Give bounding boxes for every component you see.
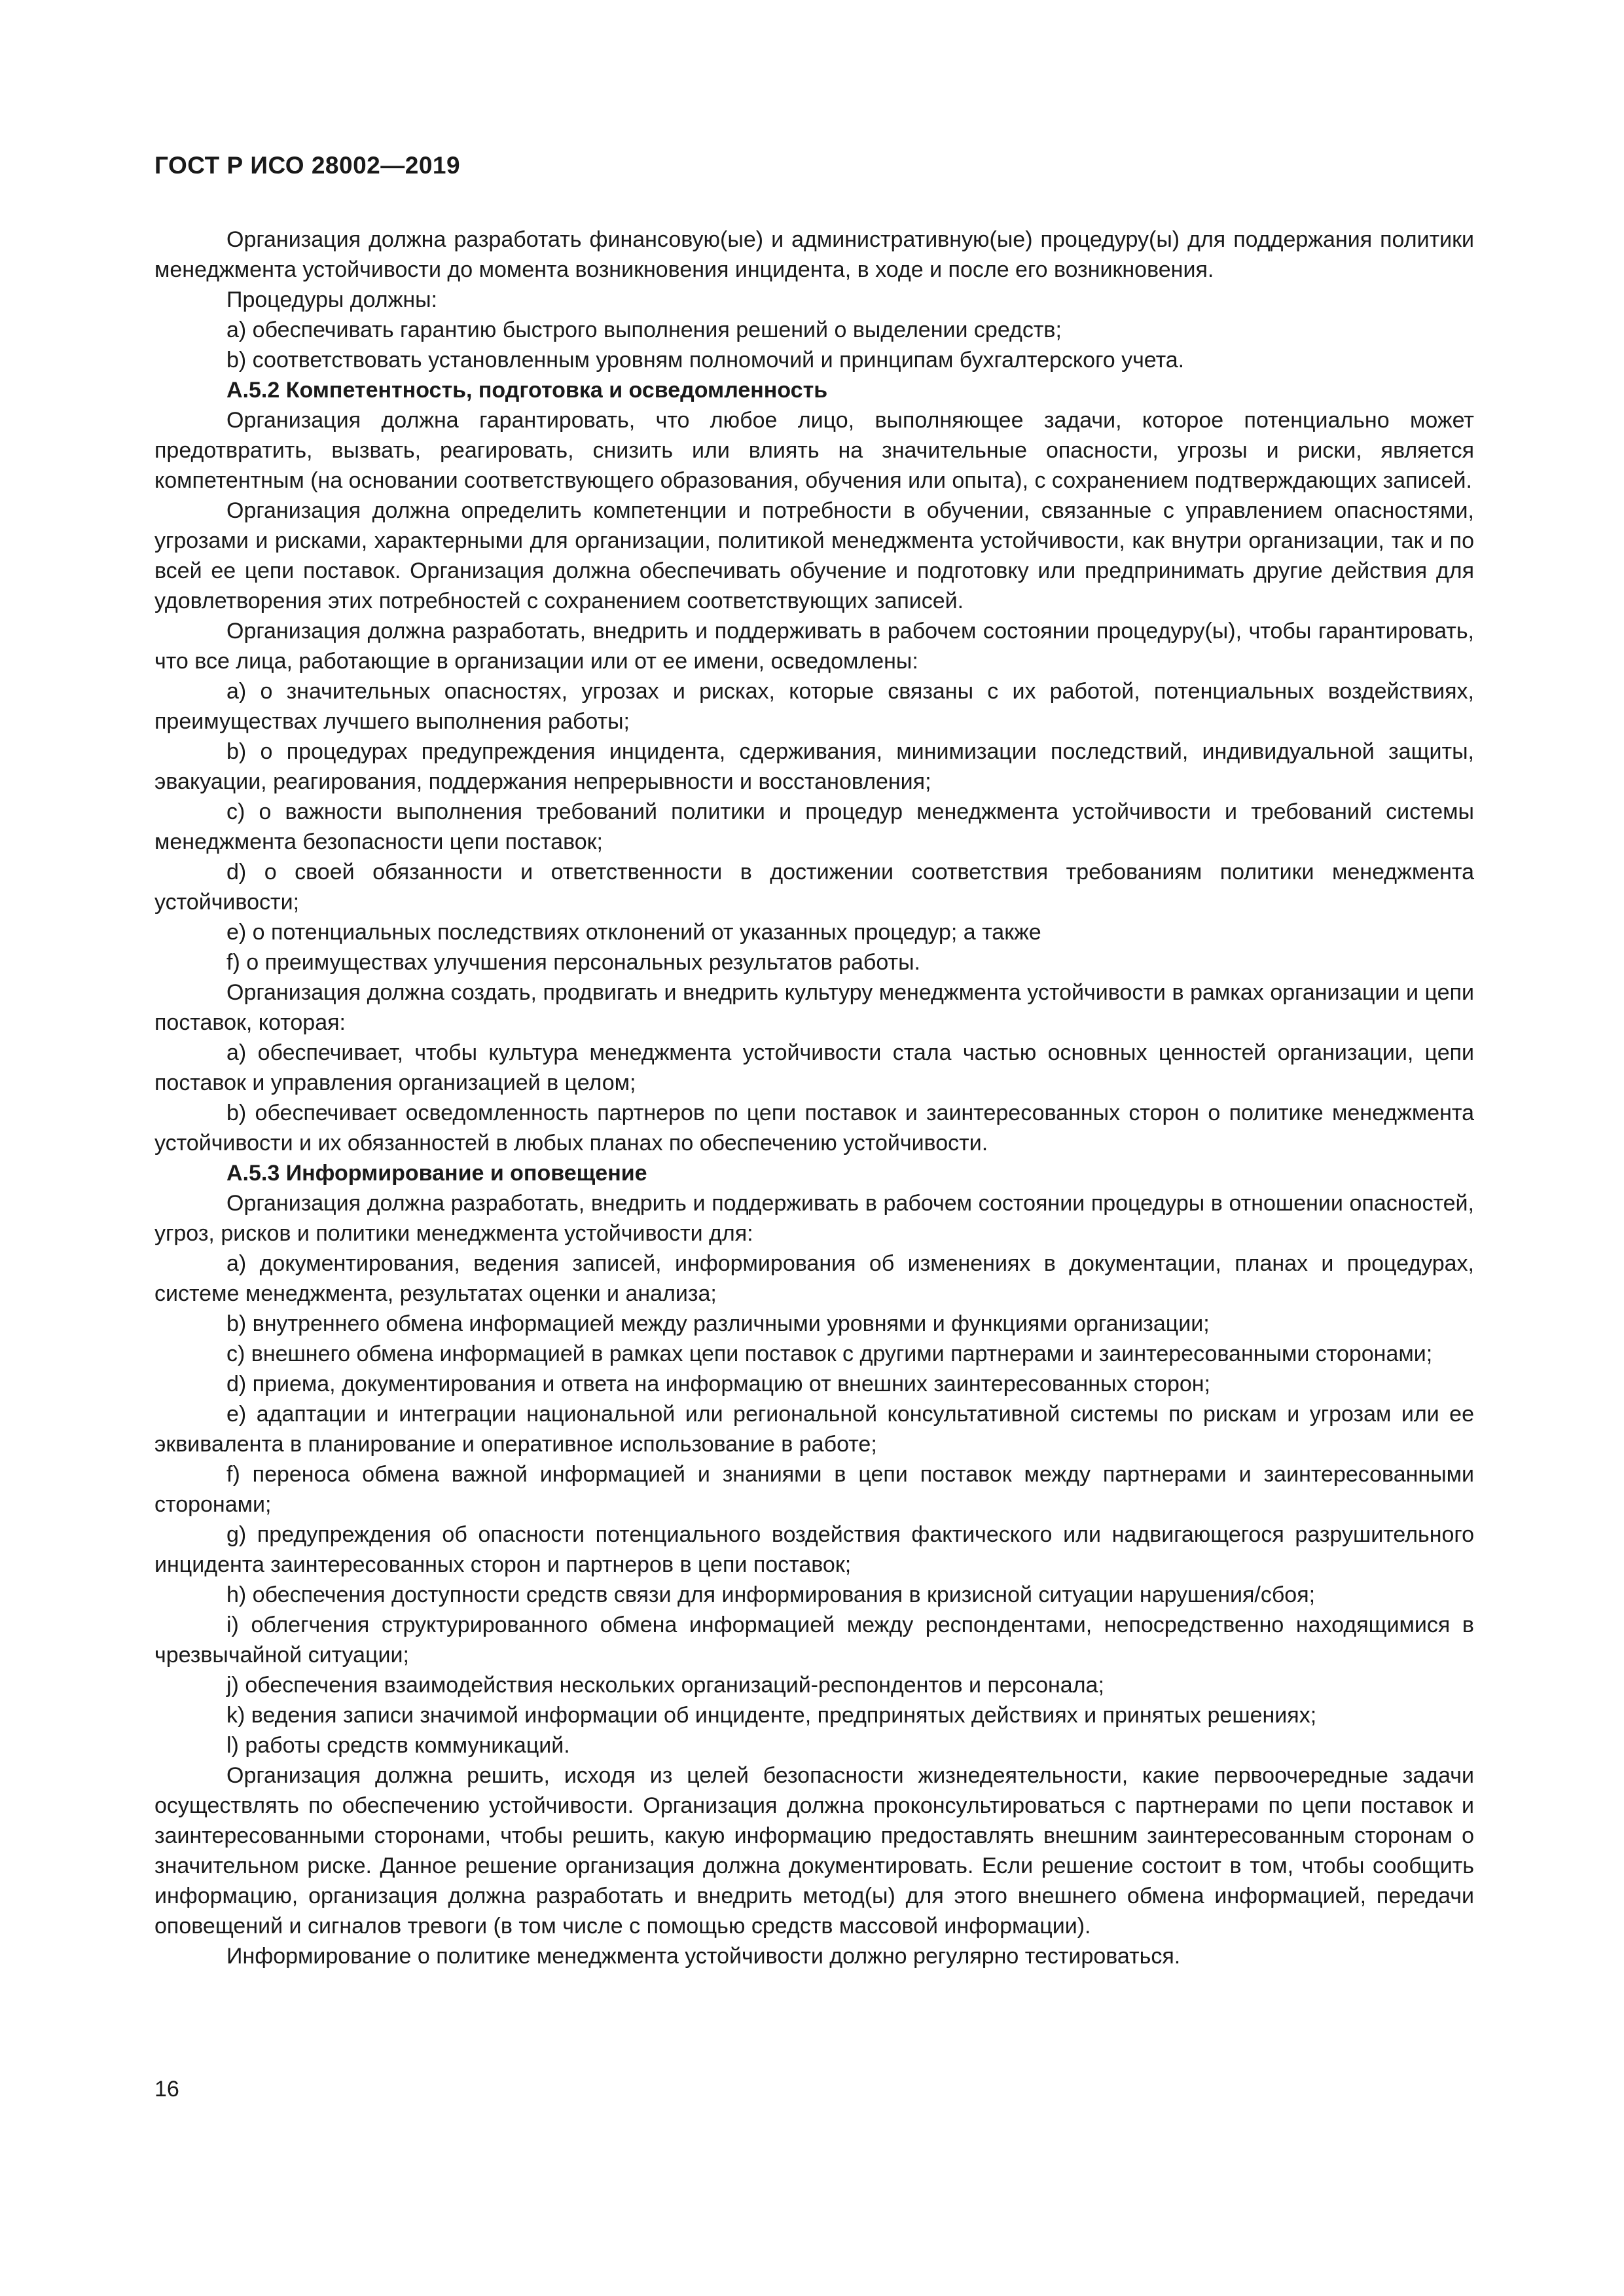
paragraph: Процедуры должны: [226, 287, 438, 312]
paragraph: Организация должна создать, продвигать и внедрить культуру менеджмента устойчивости в рамках организации и цепи поставок, которая: [154, 980, 1474, 1035]
list-item: l) работы средств коммуникаций. [226, 1733, 570, 1758]
paragraph: Организация должна определить компетенции и потребности в обучении, связанные с управлением опасностями, угрозами и рисками, характерными для организации, политикой менеджмента устойчивости, как внутри организации, так и по всей ее цепи поставок. Организация должна обеспечивать обучение и подготовку или предпринимать другие действия для удовлетворения этих потребностей с сохранением соответствующих записей. [154, 498, 1474, 613]
list-item: a) обеспечивать гарантию быстрого выполнения решений о выделении средств; [226, 318, 1062, 342]
list-item: b) соответствовать установленным уровням полномочий и принципам бухгалтерского учета. [226, 348, 1185, 373]
list-item: j) обеспечения взаимодействия нескольких организаций-респондентов и персонала; [226, 1673, 1104, 1698]
section-heading: А.5.2 Компетентность, подготовка и осведомленность [226, 378, 828, 403]
document-body [154, 225, 1474, 1971]
list-item: g) предупреждения об опасности потенциального воздействия фактического или надвигающегося разрушительного инцидента заинтересованных сторон и партнеров в цепи поставок; [154, 1522, 1474, 1577]
list-item: f) о преимуществах улучшения персональных результатов работы. [226, 950, 920, 975]
paragraph: Организация должна разработать финансовую(ые) и административную(ые) процедуру(ы) для поддержания политики менеджмента устойчивости до момента возникновения инцидента, в ходе и после его возникновения. [154, 227, 1474, 282]
list-item: a) о значительных опасностях, угрозах и рисках, которые связаны с их работой, потенциальных воздействиях, преимуществах лучшего выполнения работы; [154, 679, 1474, 734]
list-item: c) о важности выполнения требований политики и процедур менеджмента устойчивости и требований системы менеджмента безопасности цепи поставок; [154, 799, 1474, 854]
list-item: a) документирования, ведения записей, информирования об изменениях в документации, планах и процедурах, системе менеджмента, результатах оценки и анализа; [154, 1251, 1474, 1306]
paragraph: Организация должна решить, исходя из целей безопасности жизнедеятельности, какие первоочередные задачи осуществлять по обеспечению устойчивости. Организация должна проконсультироваться с партнерами по цепи поставок и заинтересованными сторонами, чтобы решить, какую информацию предоставлять внешним заинтересованным сторонам о значительном риске. Данное решение организация должна документировать. Если решение состоит в том, чтобы сообщить информацию, организация должна разработать и внедрить метод(ы) для этого внешнего обмена информацией, передачи оповещений и сигналов тревоги (в том числе с помощью средств массовой информации). [154, 1763, 1474, 1939]
list-item: b) обеспечивает осведомленность партнеров по цепи поставок и заинтересованных сторон о политике менеджмента устойчивости и их обязанностей в любых планах по обеспечению устойчивости. [154, 1101, 1474, 1156]
list-item: d) о своей обязанности и ответственности в достижении соответствия требованиям политики менеджмента устойчивости; [154, 860, 1474, 915]
paragraph: Организация должна разработать, внедрить и поддерживать в рабочем состоянии процедуру(ы), чтобы гарантировать, что все лица, работающие в организации или от ее имени, осведомлены: [154, 619, 1474, 674]
list-item: h) обеспечения доступности средств связи для информирования в кризисной ситуации нарушения/сбоя; [226, 1582, 1316, 1607]
list-item: e) о потенциальных последствиях отклонений от указанных процедур; а также [226, 920, 1041, 945]
list-item: a) обеспечивает, чтобы культура менеджмента устойчивости стала частью основных ценностей организации, цепи поставок и управления организацией в целом; [154, 1040, 1474, 1095]
list-item: d) приема, документирования и ответа на информацию от внешних заинтересованных сторон; [226, 1372, 1210, 1396]
list-item: b) внутреннего обмена информацией между различными уровнями и функциями организации; [226, 1311, 1210, 1336]
list-item: f) переноса обмена важной информацией и знаниями в цепи поставок между партнерами и заинтересованными сторонами; [154, 1462, 1474, 1517]
paragraph: Организация должна гарантировать, что любое лицо, выполняющее задачи, которое потенциально может предотвратить, вызвать, реагировать, снизить или влиять на значительные опасности, угрозы и риски, является компетентным (на основании соответствующего образования, обучения или опыта), с сохранением подтверждающих записей. [154, 408, 1474, 493]
section-heading: А.5.3 Информирование и оповещение [226, 1161, 647, 1186]
list-item: i) облегчения структурированного обмена информацией между респондентами, непосредственно находящимися в чрезвычайной ситуации; [154, 1613, 1474, 1667]
list-item: e) адаптации и интеграции национальной или региональной консультативной системы по рискам и угрозам или ее эквивалента в планирование и оперативное использование в работе; [154, 1402, 1474, 1457]
paragraph: Информирование о политике менеджмента устойчивости должно регулярно тестироваться. [226, 1944, 1181, 1969]
document-header: ГОСТ Р ИСО 28002—2019 [154, 152, 461, 179]
paragraph: Организация должна разработать, внедрить и поддерживать в рабочем состоянии процедуры в отношении опасностей, угроз, рисков и политики менеджмента устойчивости для: [154, 1191, 1474, 1246]
page-number: 16 [154, 2077, 179, 2102]
list-item: b) о процедурах предупреждения инцидента, сдерживания, минимизации последствий, индивидуальной защиты, эвакуации, реагирования, поддержания непрерывности и восстановления; [154, 739, 1474, 794]
list-item: c) внешнего обмена информацией в рамках цепи поставок с другими партнерами и заинтересованными сторонами; [226, 1341, 1433, 1366]
list-item: k) ведения записи значимой информации об инциденте, предпринятых действиях и принятых решениях; [226, 1703, 1317, 1728]
